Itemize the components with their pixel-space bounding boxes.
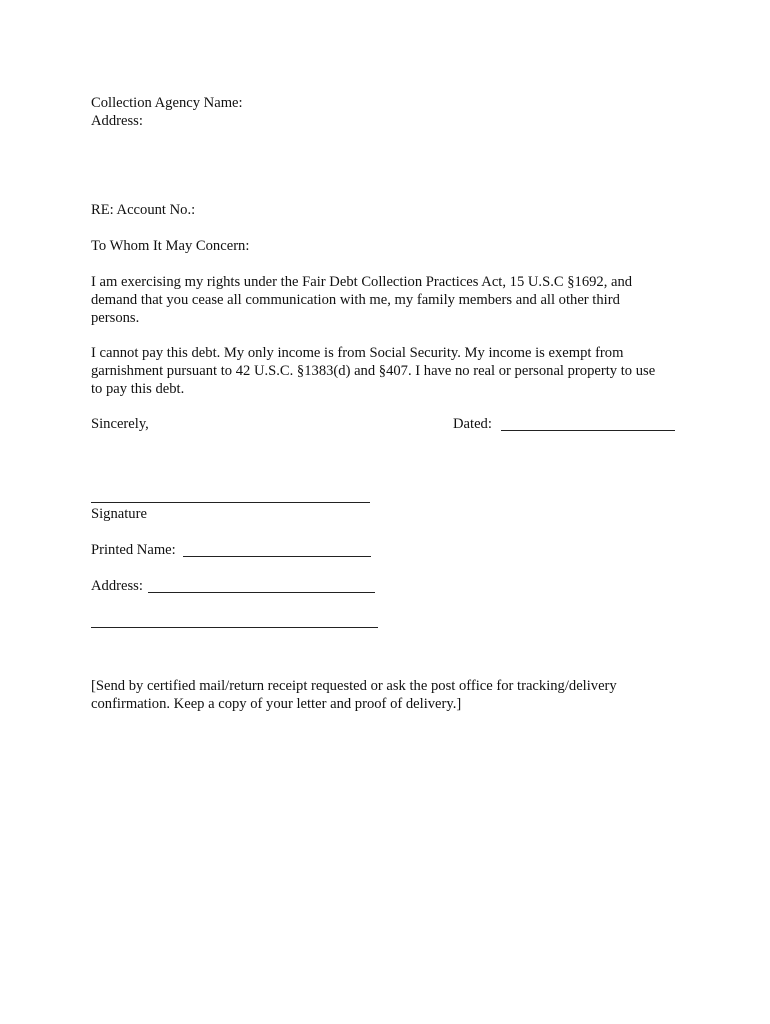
- dated-blank-line[interactable]: [501, 430, 675, 431]
- paragraph-rights-line: persons.: [91, 310, 140, 326]
- closing: Sincerely,: [91, 416, 149, 432]
- sender-address-label: Address:: [91, 578, 143, 594]
- footer-note: [91, 677, 691, 713]
- printed-name-blank-line[interactable]: [183, 556, 371, 557]
- printed-name-label: Printed Name:: [91, 542, 176, 558]
- agency-name-label: Collection Agency Name:: [91, 95, 243, 111]
- agency-address-label: Address:: [91, 113, 143, 129]
- paragraph-rights: [91, 273, 691, 327]
- signature-blank-line[interactable]: [91, 502, 370, 503]
- footer-note-line: [Send by certified mail/return receipt requested or ask the post office for tracking/delivery: [91, 678, 617, 694]
- paragraph-income-line: garnishment pursuant to 42 U.S.C. §1383(d) and §407. I have no real or personal property to use: [91, 363, 656, 379]
- sender-address-blank-line[interactable]: [148, 592, 375, 593]
- salutation: To Whom It May Concern:: [91, 238, 250, 254]
- account-number-line: RE: Account No.:: [91, 202, 196, 218]
- paragraph-income: [91, 344, 691, 398]
- paragraph-income-line: I cannot pay this debt. My only income is from Social Security. My income is exempt from: [91, 345, 624, 361]
- paragraph-rights-line: demand that you cease all communication with me, my family members and all other third: [91, 292, 620, 308]
- footer-note-line: confirmation. Keep a copy of your letter and proof of delivery.]: [91, 696, 462, 712]
- signature-label: Signature: [91, 506, 147, 522]
- paragraph-income-line: to pay this debt.: [91, 381, 185, 397]
- paragraph-rights-line: I am exercising my rights under the Fair Debt Collection Practices Act, 15 U.S.C §1692, and: [91, 274, 633, 290]
- dated-label: Dated:: [453, 416, 492, 432]
- sender-address-second-line[interactable]: [91, 627, 378, 628]
- dated-field: [453, 415, 492, 433]
